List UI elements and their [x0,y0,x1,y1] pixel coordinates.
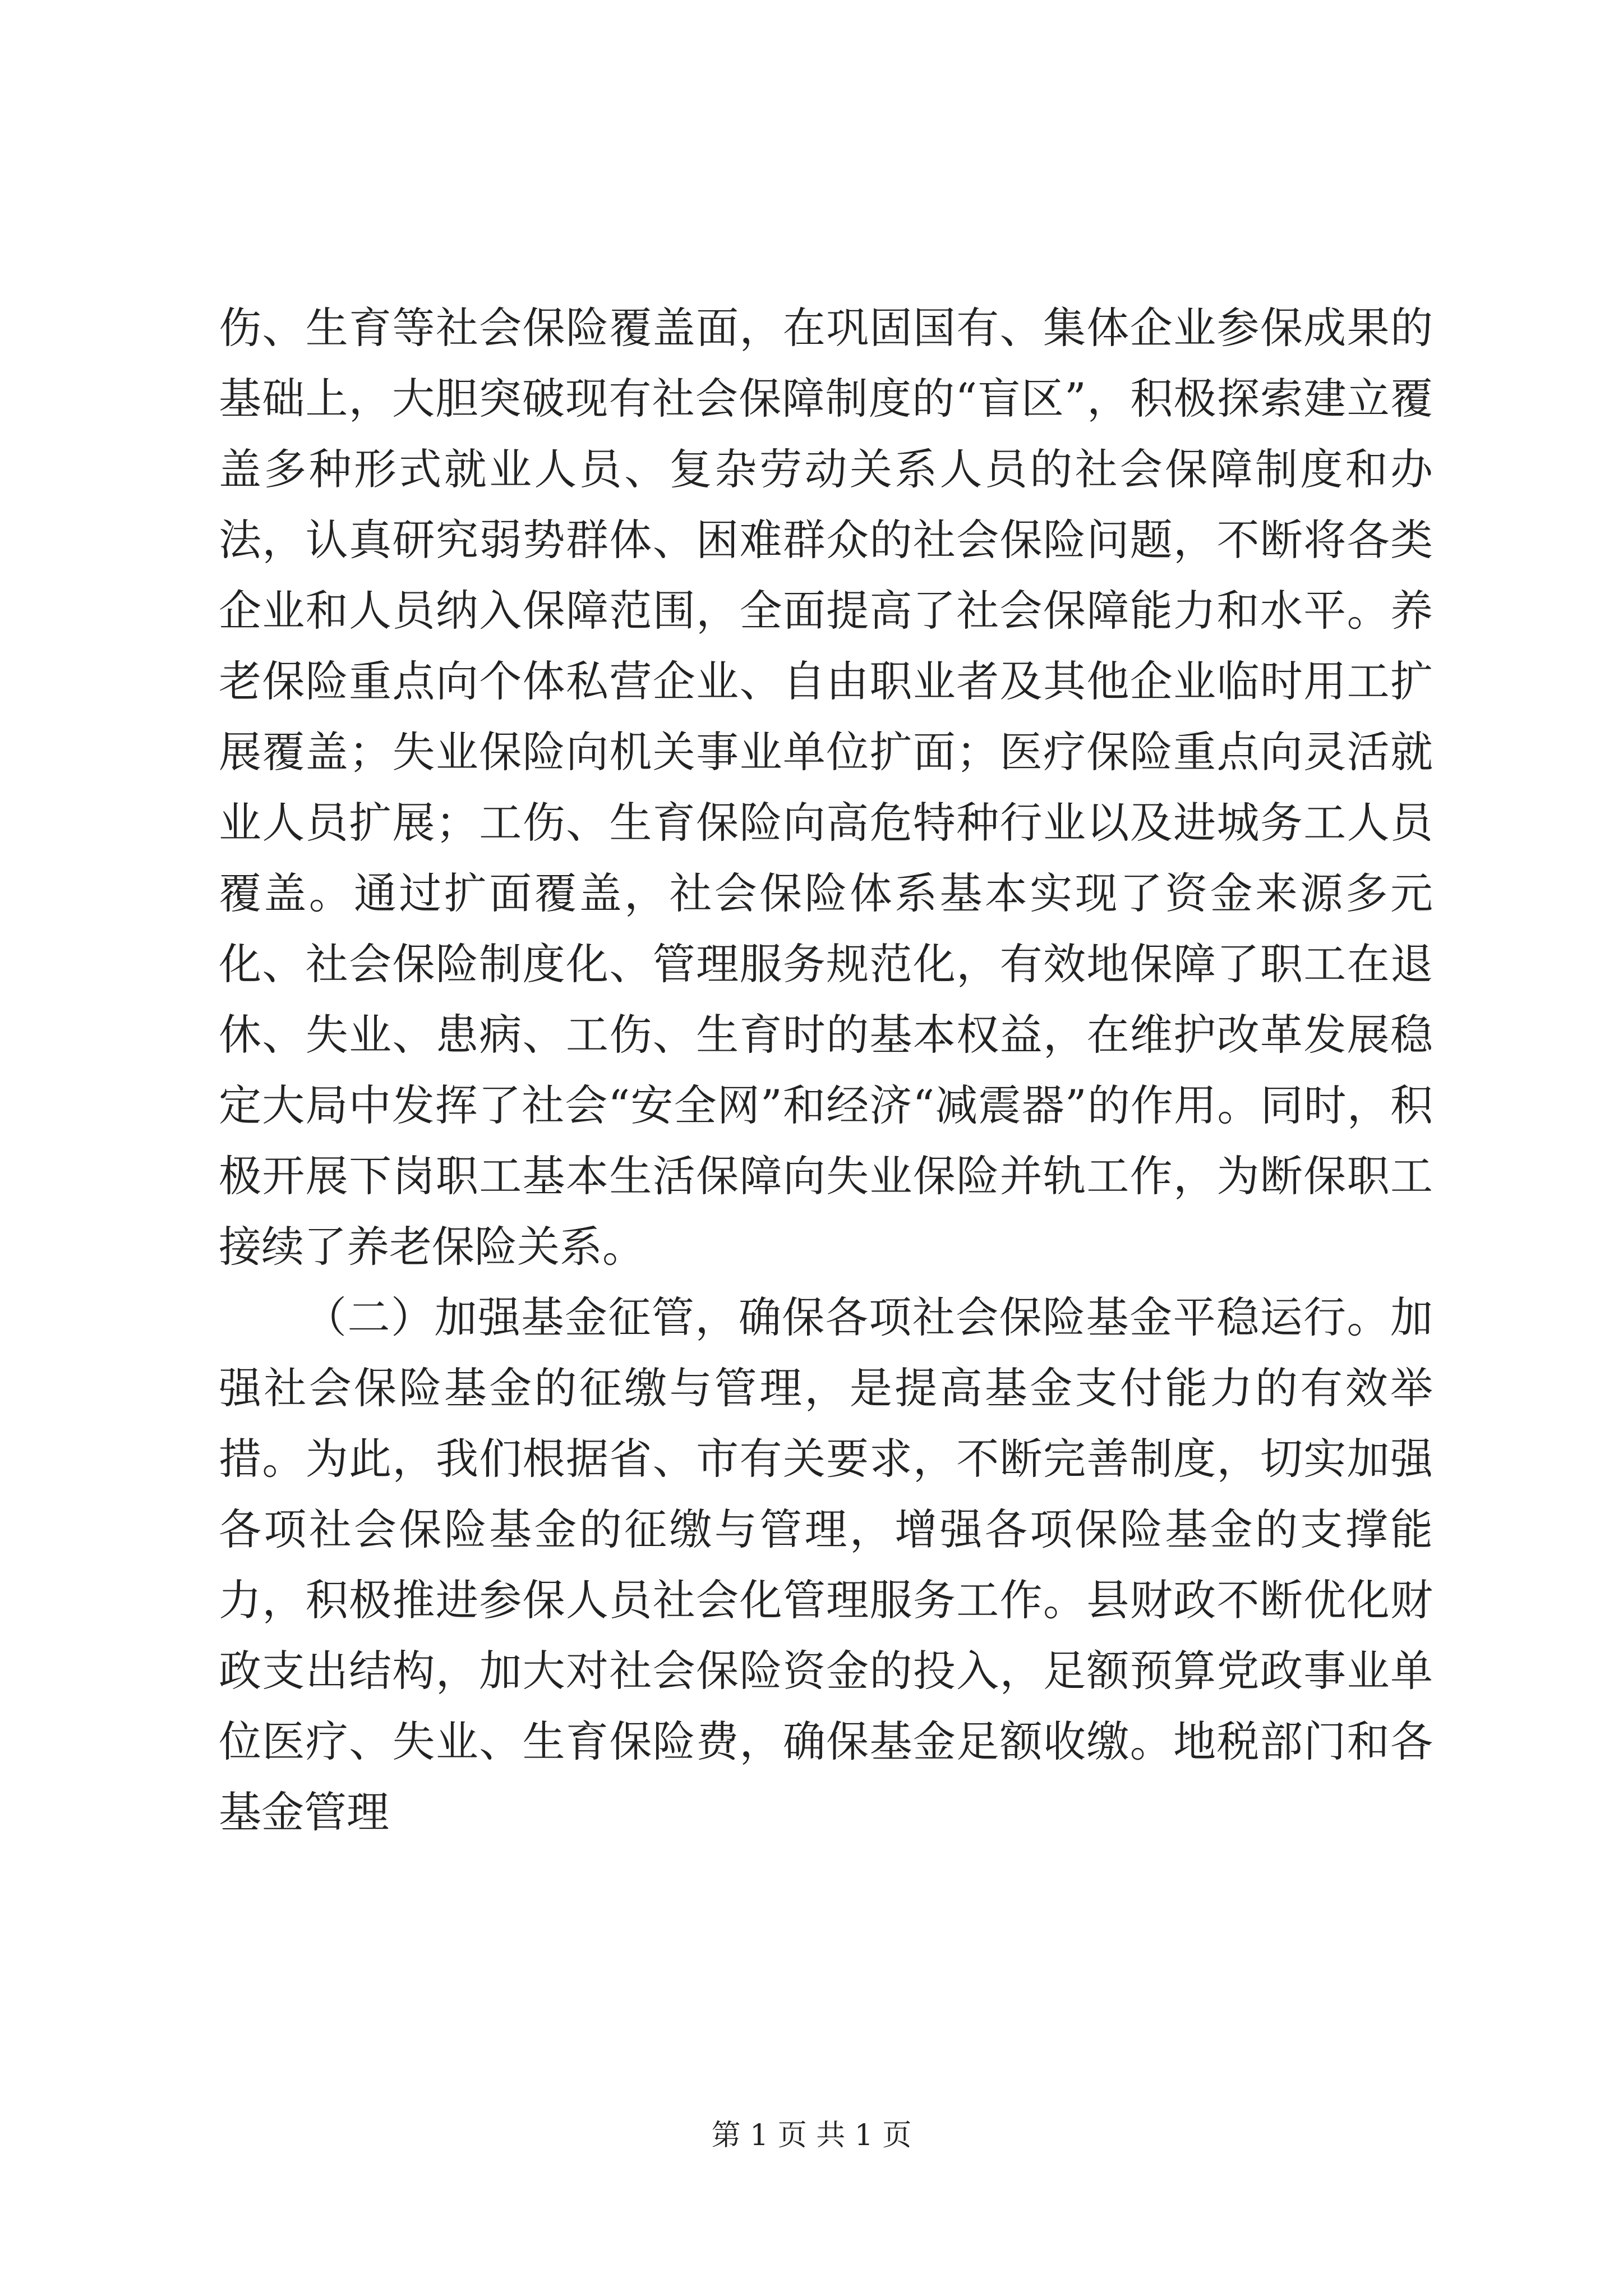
document-body [219,293,1433,1848]
paragraph-section-two: （二）加强基金征管，确保各项社会保险基金平稳运行。加强社会保险基金的征缴与管理，是提高基金支付能力的有效举措。为此，我们根据省、市有关要求，不断完善制度，切实加强各项社会保险基金的征缴与管理，增强各项保险基金的支撑能力，积极推进参保人员社会化管理服务工作。县财政不断优化财政支出结构，加大对社会保险资金的投入，足额预算党政事业单位医疗、失业、生育保险费，确保基金足额收缴。地税部门和各基金管理 [219,1292,1433,1837]
paragraph-continuation: 伤、生育等社会保险覆盖面，在巩固国有、集体企业参保成果的基础上，大胆突破现有社会保障制度的“盲区”，积极探索建立覆盖多种形式就业人员、复杂劳动关系人员的社会保障制度和办法，认真研究弱势群体、困难群众的社会保险问题，不断将各类企业和人员纳入保障范围，全面提高了社会保障能力和水平。养老保险重点向个体私营企业、自由职业者及其他企业临时用工扩展覆盖；失业保险向机关事业单位扩面；医疗保险重点向灵活就业人员扩展；工伤、生育保险向高危特种行业以及进城务工人员覆盖。通过扩面覆盖，社会保险体系基本实现了资金来源多元化、社会保险制度化、管理服务规范化，有效地保障了职工在退休、失业、患病、工伤、生育时的基本权益，在维护改革发展稳定大局中发挥了社会“安全网”和经济“减震器”的作用。同时，积极开展下岗职工基本生活保障向失业保险并轨工作，为断保职工接续了养老保险关系。 [219,303,1433,1272]
page-footer: 第 1 页 共 1 页 [711,2119,912,2152]
